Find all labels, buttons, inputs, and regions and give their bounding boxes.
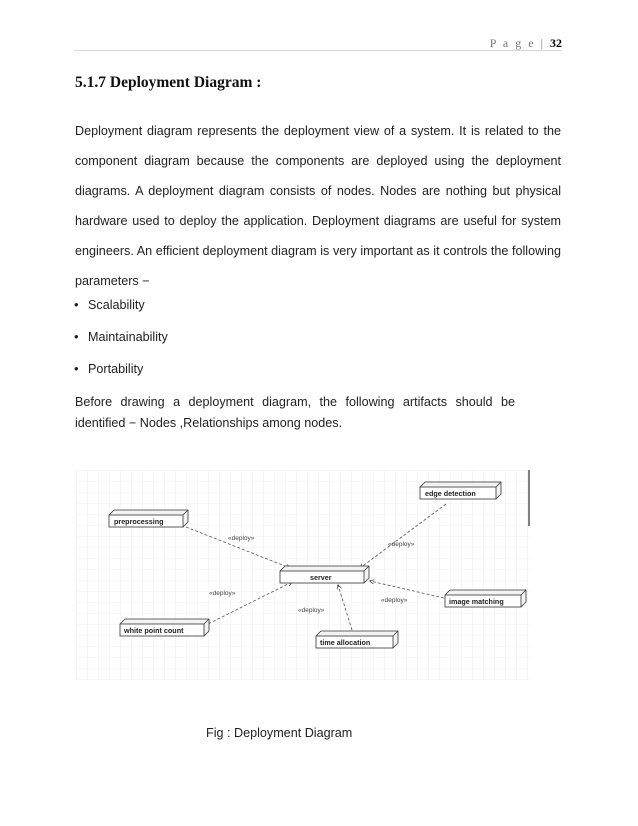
header-rule — [74, 50, 562, 51]
intro-paragraph: Deployment diagram represents the deployment view of a system. It is related to the component diagram because the components are deployed using the deployment diagrams. A deployment diagram consists of nodes. Nodes are nothing but physical hardware used to deploy the application. Deployment diagrams are useful for system engineers. An efficient deployment diagram is very important as it controls the following parameters − — [75, 124, 561, 288]
node-label: server — [310, 573, 332, 582]
node-label: edge detection — [425, 489, 476, 498]
deploy-label: «deploy» — [388, 541, 415, 548]
bullet-item: • Portability — [74, 360, 168, 392]
node-label: image matching — [449, 597, 504, 606]
page-number: 32 — [550, 36, 562, 50]
second-paragraph: Before drawing a deployment diagram, the following artifacts should be identified − Nodes ,Relationships among nodes. — [75, 395, 515, 430]
node-server — [280, 566, 369, 583]
deploy-label: «deploy» — [381, 597, 408, 604]
bullet-item: • Maintainability — [74, 328, 168, 360]
node-preprocessing — [109, 510, 188, 527]
bullet-item: • Scalability — [74, 296, 168, 328]
page-word: P a g e | — [489, 36, 545, 50]
bullet-list — [74, 296, 168, 392]
node-image-matching — [445, 590, 526, 607]
node-label: time allocation — [320, 638, 371, 647]
node-edge-detection — [420, 482, 501, 499]
deployment-diagram — [76, 470, 530, 680]
section-title: 5.1.7 Deployment Diagram : — [75, 74, 262, 91]
figure-caption: Fig : Deployment Diagram — [206, 726, 353, 740]
node-label: preprocessing — [114, 517, 164, 526]
node-time-allocation — [316, 631, 398, 648]
deploy-label: «deploy» — [298, 607, 325, 614]
page-header — [490, 36, 562, 51]
node-white-point-count — [120, 619, 209, 636]
deploy-label: «deploy» — [209, 590, 236, 597]
deploy-label: «deploy» — [228, 535, 255, 542]
node-label: white point count — [124, 626, 184, 635]
